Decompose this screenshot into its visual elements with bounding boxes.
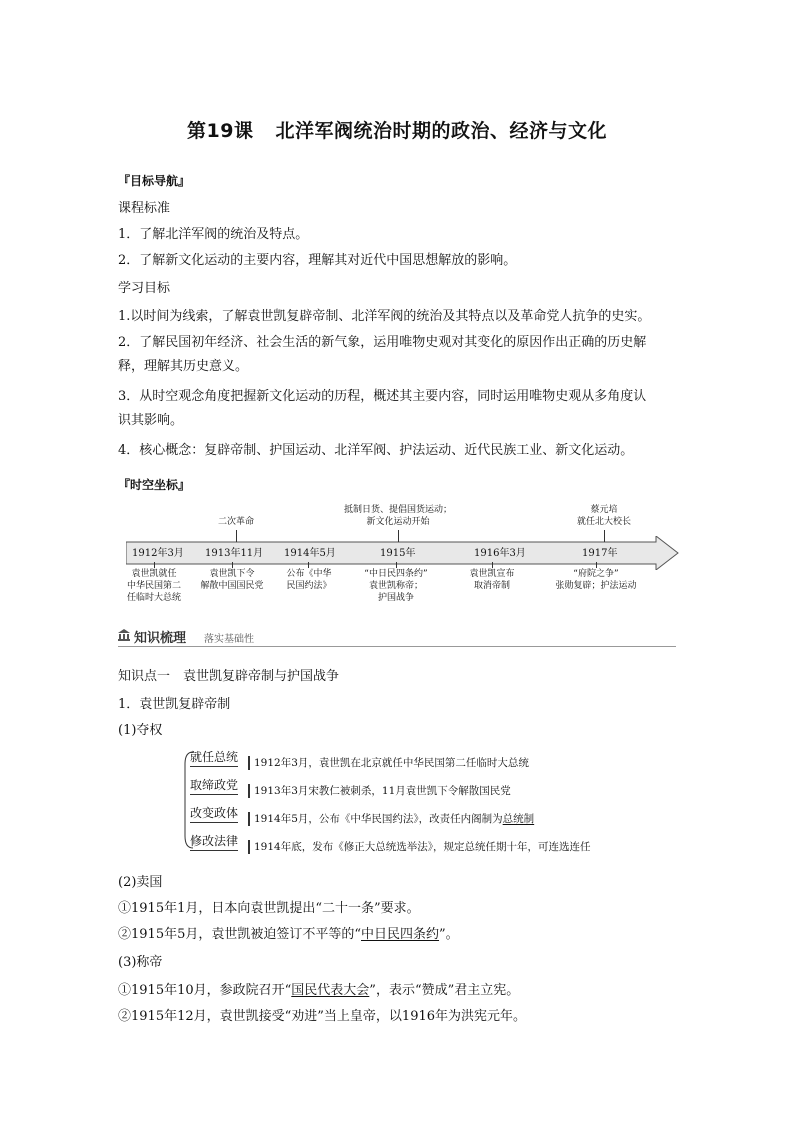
sell-line: ①1915年1月，日本向袁世凯提出“二十一条”要求。: [118, 901, 420, 916]
timeline-event-above: 抵制日货、提倡国货运动； 新文化运动开始: [343, 505, 452, 527]
curriculum-item: 2．了解新文化运动的主要内容，理解其对近代中国思想解放的影响。: [118, 253, 517, 268]
diagram-text: 1914年5月，公布《中华民国约法》，改责任内阁制为总统制: [248, 812, 534, 826]
timeline-event-below: 公布《中华 民国约法》: [286, 569, 332, 591]
timeline-year: 1913年11月: [205, 548, 264, 559]
subsection-item: (1)夺权: [118, 723, 163, 738]
timeline-year: 1916年3月: [474, 548, 526, 559]
goals-header: 『目标导航』: [118, 174, 191, 188]
emperor-line: ②1915年12月，袁世凯接受“劝进”当上皇帝，以1916年为洪宪元年。: [118, 1009, 527, 1024]
timeline-tick: [398, 530, 399, 542]
timeline-year: 1912年3月: [132, 548, 184, 559]
timeline-event-above: 蔡元培 就任北大校长: [576, 505, 631, 527]
curriculum-header: 课程标准: [118, 201, 171, 216]
diagram-label: 改变政体: [190, 804, 238, 823]
study-header: 学习目标: [118, 281, 171, 296]
diagram-text: 1914年底，发布《修正大总统选举法》，规定总统任期十年，可连选连任: [248, 840, 590, 854]
building-icon: [118, 629, 130, 641]
timeline-year: 1917年: [582, 548, 618, 559]
timeline-year: 1915年: [380, 548, 416, 559]
diagram-text: 1912年3月，袁世凯在北京就任中华民国第二任临时大总统: [248, 756, 529, 770]
study-item: 4．核心概念：复辟帝制、护国运动、北洋军阀、护法运动、近代民族工业、新文化运动。: [118, 443, 634, 458]
subsection-title: 1．袁世凯复辟帝制: [118, 697, 231, 712]
lesson-number: 第19课: [187, 120, 254, 142]
section-tag: 落实基础性: [204, 634, 254, 645]
diagram-label: 取缔政党: [190, 776, 238, 795]
page-title: [0, 116, 794, 143]
knowledge-point-title: 知识点一 袁世凯复辟帝制与护国战争: [118, 669, 340, 684]
emperor-line: ①1915年10月，参政院召开“国民代表大会”，表示“赞成”君主立宪。: [118, 983, 520, 998]
timeline-event-above: 二次革命: [217, 517, 254, 527]
study-item: 3．从时空观念角度把握新文化运动的历程，概述其主要内容，同时运用唯物史观从多角度认: [118, 389, 647, 404]
timeline-event-below: 袁世凯下令 解散中国国民党: [200, 569, 264, 591]
seize-power-diagram: [186, 744, 606, 856]
section-bar: [118, 626, 676, 647]
diagram-label: 就任总统: [190, 748, 238, 767]
section-name: 知识梳理: [134, 631, 187, 646]
study-item: 释，理解其历史意义。: [118, 359, 249, 374]
timeline-event-below: 袁世凯就任 中华民国第二 任临时大总统: [126, 569, 181, 603]
timeline-tick: [236, 530, 237, 542]
study-item: 1.以时间为线索，了解袁世凯复辟帝制、北洋军阀的统治及其特点以及革命党人抗争的史实。: [118, 309, 651, 324]
timeline-event-below: “府院之争” 张勋复辟；护法运动: [555, 569, 637, 591]
timeline-header: 『时空坐标』: [118, 478, 191, 492]
subsection-item: (3)称帝: [118, 955, 163, 970]
timeline-event-below: “中日民四条约” 袁世凯称帝； 护国战争: [364, 569, 428, 603]
timeline-tick: [604, 530, 605, 542]
subsection-item: (2)卖国: [118, 875, 163, 890]
timeline-year: 1914年5月: [284, 548, 336, 559]
curriculum-item: 1．了解北洋军阀的统治及特点。: [118, 227, 309, 242]
timeline-event-below: 袁世凯宣布 取消帝制: [469, 569, 515, 591]
diagram-text: 1913年3月宋教仁被刺杀，11月袁世凯下令解散国民党: [248, 784, 511, 798]
sell-line: ②1915年5月，袁世凯被迫签订不平等的“中日民四条约”。: [118, 927, 459, 942]
diagram-label: 修改法律: [190, 832, 238, 851]
lesson-title: 北洋军阀统治时期的政治、经济与文化: [275, 120, 607, 142]
timeline: [118, 500, 688, 620]
study-item: 2．了解民国初年经济、社会生活的新气象，运用唯物史观对其变化的原因作出正确的历史解: [118, 335, 647, 350]
study-item: 识其影响。: [118, 413, 184, 428]
